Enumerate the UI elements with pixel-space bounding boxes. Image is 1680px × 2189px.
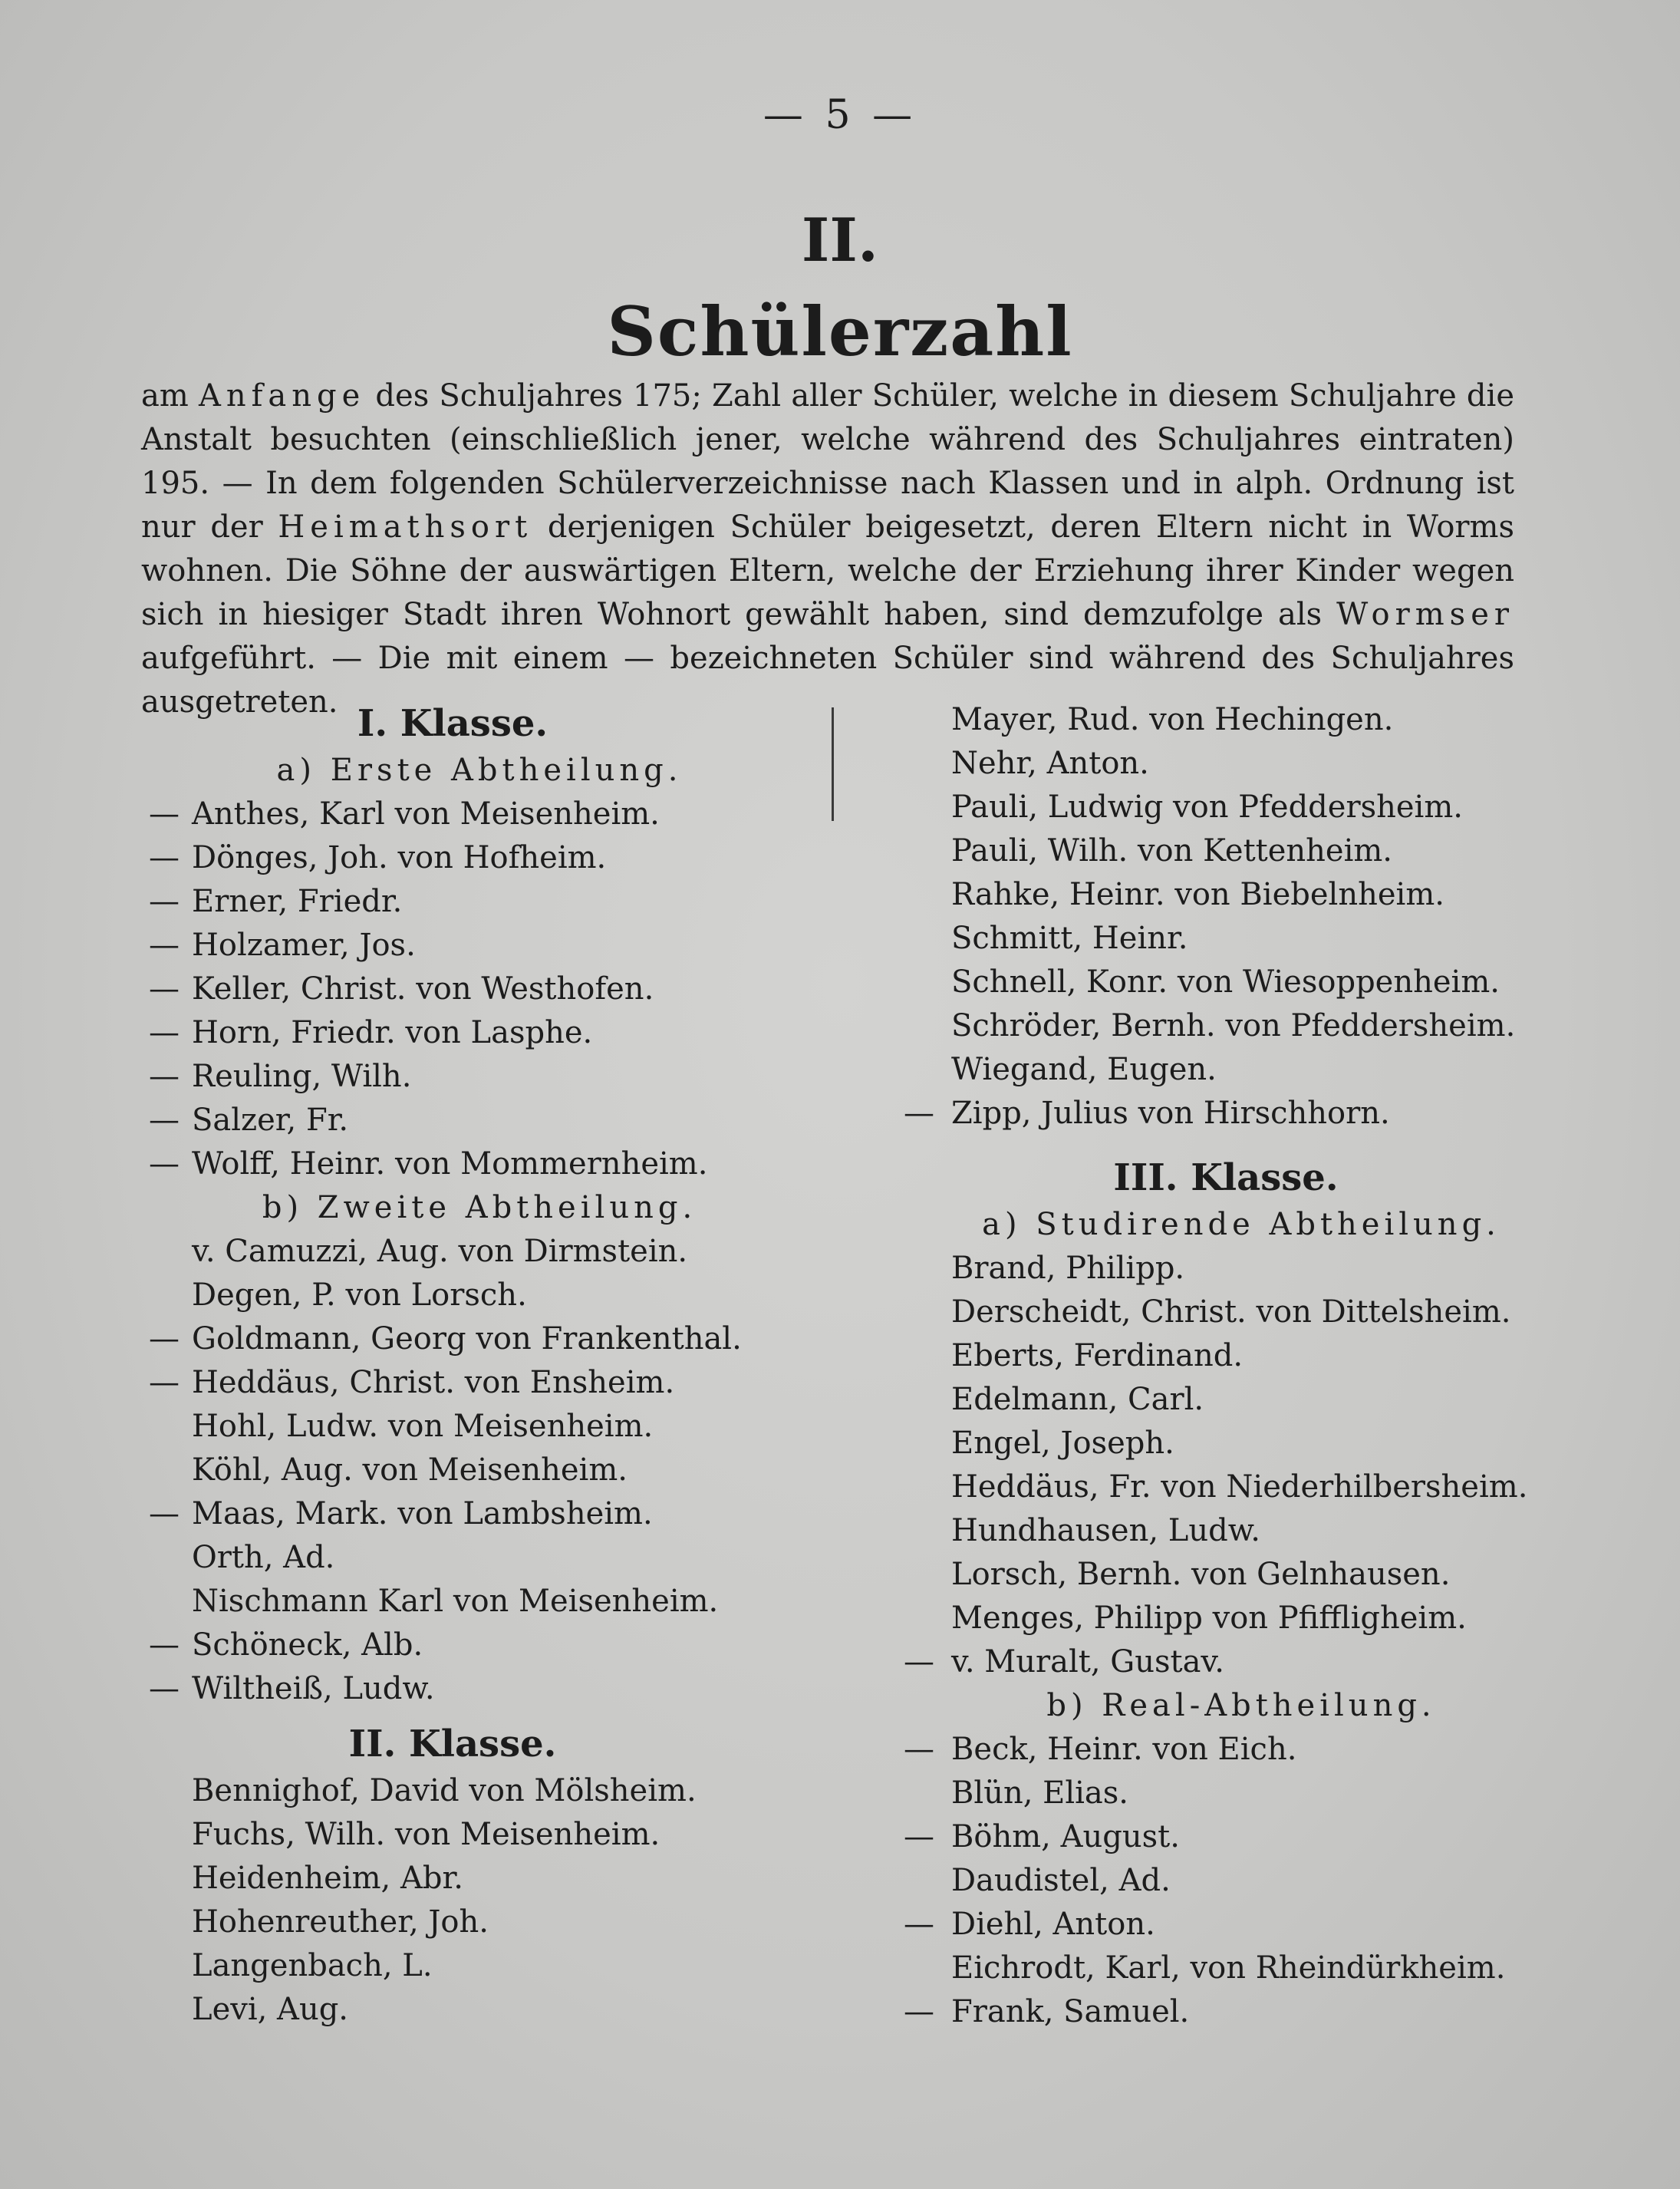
page-number: — 5 — [763,92,917,138]
student-entry [896,1990,1556,2034]
student-entry [138,1580,752,1624]
withdrawn-mark: — [149,796,180,832]
withdrawn-mark: — [149,884,180,919]
withdrawn-mark: — [149,1496,180,1531]
intro-emphasis: Wormser [1336,597,1514,632]
class1-list-b [138,1230,752,1711]
student-entry [896,917,1556,961]
student-entry [896,873,1556,917]
student-name: Schröder, Bernh. von Pfeddersheim. [951,1008,1516,1043]
intro-text: aufgeführt. — Die mit einem — bezeichneten Schüler sind während des Schuljahres ausgetreten. [141,641,1514,720]
withdrawn-mark: — [904,1819,934,1854]
student-name: Daudistel, Ad. [951,1863,1171,1898]
class1-sub-b-heading: b) Zweite Abtheilung. [262,1190,697,1225]
student-entry [896,1509,1556,1553]
student-name: Zipp, Julius von Hirschhorn. [951,1096,1390,1131]
student-entry [896,698,1556,742]
student-name: Keller, Christ. von Westhofen. [192,971,654,1007]
intro-text: des Schuljahres 175; Zahl aller Schüler, welche in diesem Schuljahre die Anstalt besuchten (einschließlich jener, welche während des Schuljahres eintraten) 195. — In dem folgenden Schülerverzeichnisse nach Klassen und in alph. Ordnung ist nur der [141,378,1514,545]
student-name: Pauli, Wilh. von Kettenheim. [951,833,1393,869]
student-entry [138,836,752,880]
student-name: Edelmann, Carl. [951,1382,1204,1417]
student-entry [896,1597,1556,1640]
student-entry [138,1988,752,2032]
withdrawn-mark: — [149,1103,180,1138]
student-entry [138,1769,752,1813]
student-entry [896,1859,1556,1903]
student-name: Diehl, Anton. [951,1907,1155,1942]
student-name: Fuchs, Wilh. von Meisenheim. [192,1817,660,1852]
student-entry [896,961,1556,1004]
student-name: Heddäus, Fr. von Niederhilbersheim. [951,1469,1528,1505]
student-entry [138,1492,752,1536]
student-entry [138,924,752,968]
withdrawn-mark: — [149,1146,180,1182]
student-name: Frank, Samuel. [951,1994,1190,2029]
intro-emphasis: Heimathsort [278,509,533,545]
student-entry [896,1947,1556,1990]
student-name: Holzamer, Jos. [192,928,416,963]
student-entry [896,786,1556,829]
student-entry [896,1334,1556,1378]
class3-list-a [896,1247,1556,1684]
withdrawn-mark: — [904,1907,934,1942]
student-name: Menges, Philipp von Pfiffligheim. [951,1601,1467,1636]
student-entry [896,1728,1556,1772]
student-name: Salzer, Fr. [192,1103,349,1138]
student-entry [138,1405,752,1449]
class3-sub-a-heading: a) Studirende Abtheilung. [982,1207,1500,1242]
class2-list-left [138,1769,752,2032]
student-name: Erner, Friedr. [192,884,403,919]
student-entry [896,1772,1556,1815]
student-name: Hohl, Ludw. von Meisenheim. [192,1409,654,1444]
student-entry [138,1449,752,1492]
student-name: Hohenreuther, Joh. [192,1904,489,1940]
student-entry [138,793,752,836]
student-entry [138,1274,752,1317]
withdrawn-mark: — [149,1365,180,1400]
student-name: Orth, Ad. [192,1540,335,1575]
student-name: Anthes, Karl von Meisenheim. [192,796,660,832]
student-name: Maas, Mark. von Lambsheim. [192,1496,653,1531]
student-entry [896,1291,1556,1334]
student-name: Heidenheim, Abr. [192,1861,463,1896]
left-column [138,698,752,2032]
student-entry [896,1048,1556,1092]
withdrawn-mark: — [904,1994,934,2029]
student-name: Bennighof, David von Mölsheim. [192,1773,697,1808]
student-name: Engel, Joseph. [951,1426,1174,1461]
class1-list-a [138,793,752,1186]
student-name: v. Camuzzi, Aug. von Dirmstein. [192,1234,688,1269]
student-entry [138,1813,752,1857]
student-name: Wiltheiß, Ludw. [192,1671,435,1706]
withdrawn-mark: — [149,1015,180,1050]
student-name: Schnell, Konr. von Wiesoppenheim. [951,964,1500,1000]
class1-heading: I. Klasse. [357,702,548,745]
student-name: Lorsch, Bernh. von Gelnhausen. [951,1557,1451,1592]
student-name: Derscheidt, Christ. von Dittelsheim. [951,1294,1511,1330]
right-column [896,698,1556,2034]
student-name: Levi, Aug. [192,1992,349,2027]
student-name: Köhl, Aug. von Meisenheim. [192,1452,628,1488]
student-entry [138,1055,752,1099]
student-entry [138,1536,752,1580]
student-entry [896,1553,1556,1597]
withdrawn-mark: — [149,1627,180,1663]
class2-list-right [896,698,1556,1136]
student-entry [138,1901,752,1944]
student-name: Goldmann, Georg von Frankenthal. [192,1321,742,1357]
withdrawn-mark: — [904,1644,934,1680]
student-entry [896,1903,1556,1947]
withdrawn-mark: — [149,1059,180,1094]
student-name: Wolff, Heinr. von Mommernheim. [192,1146,708,1182]
student-name: Blün, Elias. [951,1775,1129,1811]
student-entry [138,1099,752,1142]
intro-text: am [141,378,199,414]
withdrawn-mark: — [904,1096,934,1131]
student-entry [138,1142,752,1186]
student-name: Schmitt, Heinr. [951,921,1188,956]
student-name: Pauli, Ludwig von Pfeddersheim. [951,790,1463,825]
class3-sub-b-heading: b) Real-Abtheilung. [1046,1688,1436,1723]
withdrawn-mark: — [149,1321,180,1357]
student-entry [896,1465,1556,1509]
student-name: Nehr, Anton. [951,746,1149,781]
student-name: Dönges, Joh. von Hofheim. [192,840,607,875]
student-entry [138,880,752,924]
student-name: Mayer, Rud. von Hechingen. [951,702,1394,737]
withdrawn-mark: — [149,840,180,875]
student-name: v. Muralt, Gustav. [951,1644,1224,1680]
student-name: Beck, Heinr. von Eich. [951,1732,1297,1767]
student-entry [896,1378,1556,1422]
student-name: Eberts, Ferdinand. [951,1338,1244,1373]
intro-text: derjenigen Schüler beigesetzt, deren Eltern nicht in Worms wohnen. Die Söhne der auswärtigen Eltern, welche der Erziehung ihrer Kinder wegen sich in hiesiger Stadt ihren Wohnort gewählt haben, sind demzufolge als [141,509,1514,632]
student-entry [896,1640,1556,1684]
student-name: Hundhausen, Ludw. [951,1513,1260,1548]
student-name: Brand, Philipp. [951,1251,1185,1286]
class3-list-b [896,1728,1556,2034]
student-name: Böhm, August. [951,1819,1180,1854]
student-name: Langenbach, L. [192,1948,433,1983]
student-name: Nischmann Karl von Meisenheim. [192,1584,719,1619]
section-number: II. [801,206,879,275]
student-entry [138,1667,752,1711]
student-name: Schöneck, Alb. [192,1627,423,1663]
student-entry [896,1815,1556,1859]
student-entry [138,1857,752,1901]
student-entry [896,1004,1556,1048]
student-name: Rahke, Heinr. von Biebelnheim. [951,877,1444,912]
column-divider [832,707,834,821]
withdrawn-mark: — [904,1732,934,1767]
class1-sub-a-heading: a) Erste Abtheilung. [276,753,683,788]
student-entry [138,1230,752,1274]
student-entry [138,1624,752,1667]
student-name: Eichrodt, Karl, von Rheindürkheim. [951,1950,1506,1986]
student-name: Degen, P. von Lorsch. [192,1277,527,1313]
class3-heading: III. Klasse. [1113,1156,1339,1199]
student-entry [138,1011,752,1055]
student-name: Reuling, Wilh. [192,1059,412,1094]
intro-emphasis: Anfange [198,378,366,414]
withdrawn-mark: — [149,1671,180,1706]
student-entry [138,1361,752,1405]
student-name: Heddäus, Christ. von Ensheim. [192,1365,675,1400]
student-entry [896,829,1556,873]
student-entry [896,1422,1556,1465]
class2-heading: II. Klasse. [348,1723,557,1765]
student-entry [896,742,1556,786]
intro-paragraph [141,374,1514,724]
withdrawn-mark: — [149,971,180,1007]
withdrawn-mark: — [149,928,180,963]
student-entry [138,1944,752,1988]
student-entry [896,1092,1556,1136]
student-name: Horn, Friedr. von Lasphe. [192,1015,593,1050]
student-entry [138,968,752,1011]
section-title: Schülerzahl [607,292,1073,371]
student-name: Wiegand, Eugen. [951,1052,1217,1087]
student-entry [896,1247,1556,1291]
student-entry [138,1317,752,1361]
